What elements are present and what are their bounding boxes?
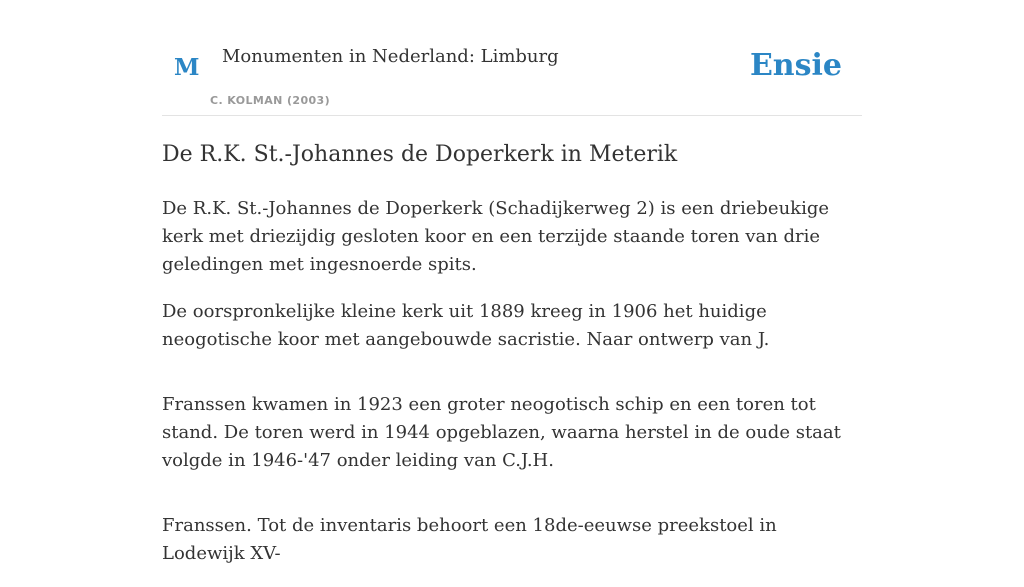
article-title: De R.K. St.-Johannes de Doperkerk in Meterik (162, 142, 678, 167)
article-paragraph: Franssen kwamen in 1923 een groter neogotisch schip en een toren tot stand. De toren werd in 1944 opgeblazen, waarna herstel in de oude staat volgde in 1946-'47 onder leiding van C.J.H. (162, 394, 841, 471)
article-paragraph: De oorspronkelijke kleine kerk uit 1889 kreeg in 1906 het huidige neogotische koor met aangebouwde sacristie. Naar ontwerp van J. (162, 301, 770, 350)
work-logo-mark[interactable]: M (174, 54, 200, 81)
work-author: C. KOLMAN (2003) (210, 94, 331, 107)
work-title[interactable]: Monumenten in Nederland: Limburg (222, 46, 559, 67)
article (162, 138, 862, 587)
article-paragraph: Franssen. Tot de inventaris behoort een 18de-eeuwse preekstoel in Lodewijk XV- (162, 515, 777, 564)
article-paragraph: De R.K. St.-Johannes de Doperkerk (Schadijkerweg 2) is een driebeukige kerk met driezijdig gesloten koor en een terzijde staande toren van drie geledingen met ingesnoerde spits. (162, 198, 830, 275)
ensie-logo-link[interactable]: Ensie (749, 48, 842, 83)
work-header (162, 0, 862, 116)
